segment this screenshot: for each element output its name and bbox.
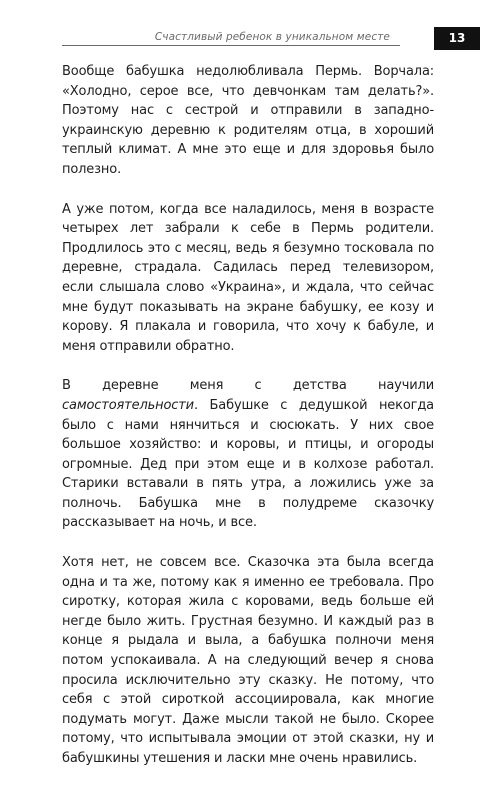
paragraph-1: Вообще бабушка недолюбливала Пермь. Ворчала: «Холодно, серое все, что девчонкам там делать?». Поэтому нас с сестрой и отправили в западно-украинскую деревню к родителям отца, в хороший теплый климат. А мне это еще и для здоровья было полезно.	[62, 64, 434, 177]
paragraph-2: А уже потом, когда все наладилось, меня в возрасте четырех лет забрали к себе в Пермь родители. Продлилось это с месяц, ведь я безумно тосковала по деревне, страдала. Садилась перед телевизором, если слышала слово «Украина», и ждала, что сейчас мне будут показывать на экране бабушку, ее козу и корову. Я плакала и говорила, что хочу к бабуле, и меня отправили обратно.	[62, 201, 434, 354]
paragraph-3	[62, 376, 434, 533]
body-text	[62, 62, 434, 789]
paragraph-3-text-before: В деревне меня с детства научили	[62, 378, 434, 394]
header-rule	[62, 45, 400, 46]
running-header: Счастливый ребенок в уникальном месте	[154, 31, 390, 43]
paragraph-4: Хотя нет, не совсем все. Сказочка эта была всегда одна и та же, потому как я именно ее требовала. Про сиротку, которая жила с коровами, ведь больше ей негде было жить. Грустная безумно. И каждый раз в конце я рыдала и выла, а бабушка полночи меня потом успокаивала. А на следующий вечер я снова просила исключительно эту сказку. Не потому, что себя с этой сироткой ассоциировала, как многие подумать могут. Даже мысли такой не было. Скорее потому, что испытывала эмоции от этой сказки, ну и бабушкины утешения и ласки мне очень нравились.	[62, 555, 434, 766]
paragraph-3-text-after: . Бабушке с дедушкой некогда было с нами нянчиться и сюсюкать. У них свое большое хозяйство: и коровы, и птицы, и огороды огромные. Дед при этом еще и в колхозе работал. Старики вставали в пять утра, а ложились уже за полночь. Бабушка мне в полудреме сказочку рассказывает на ночь, и все.	[62, 397, 434, 531]
page-number: 13	[434, 27, 480, 50]
emphasized-word: самостоятельности	[62, 397, 194, 413]
